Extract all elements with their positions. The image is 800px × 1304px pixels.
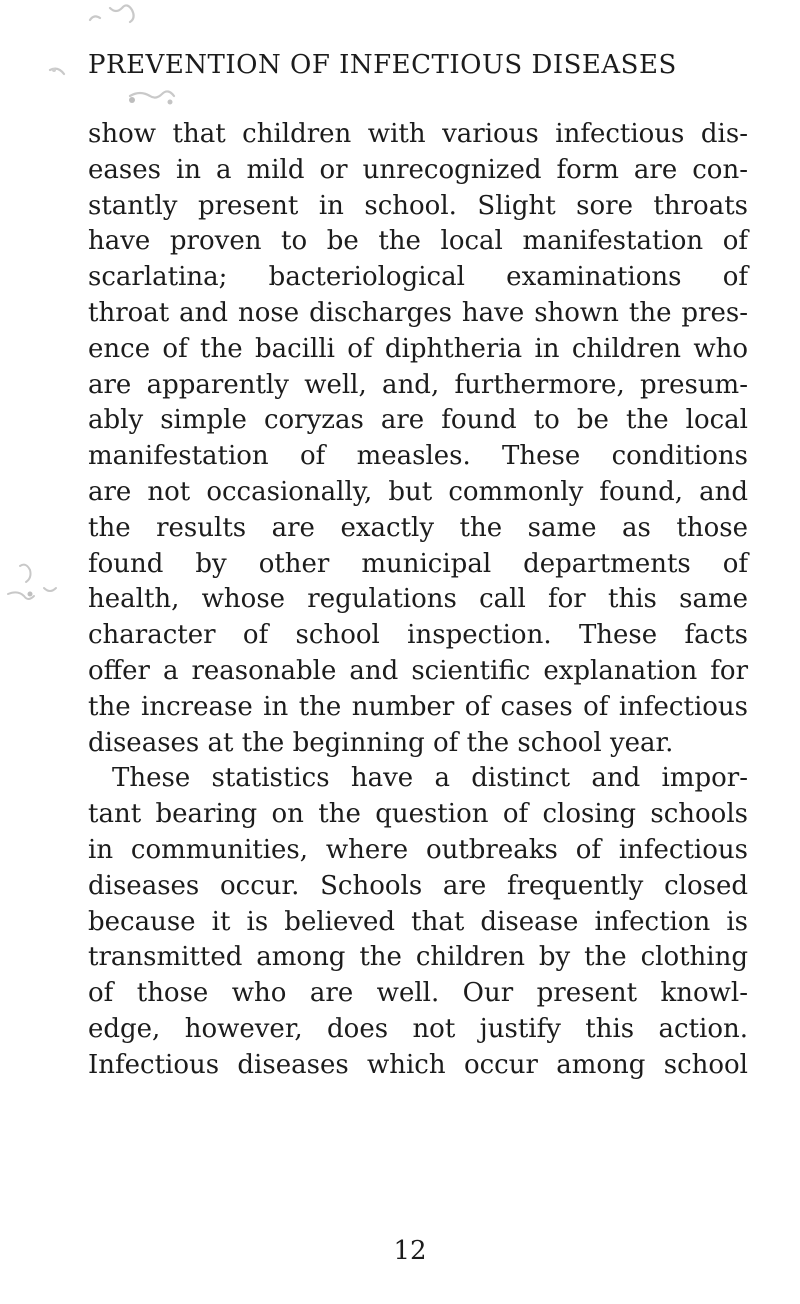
- body-text: [88, 117, 748, 1084]
- text-line: found by other municipal departments of: [88, 548, 748, 579]
- text-line: offer a reasonable and scientific explanation for: [88, 655, 748, 686]
- text-line: scarlatina; bacteriological examinations of: [88, 262, 748, 293]
- text-line: have proven to be the local manifestation of: [88, 226, 748, 257]
- text-line: diseases at the beginning of the school year.: [88, 727, 674, 758]
- text-line: ably simple coryzas are found to be the local: [88, 405, 748, 436]
- text-line: These statistics have a distinct and impor-: [112, 763, 748, 794]
- text-line: show that children with various infectious dis-: [88, 119, 748, 149]
- text-line: are apparently well, and, furthermore, presum-: [88, 369, 748, 400]
- text-line: tant bearing on the question of closing schools: [88, 799, 748, 830]
- ink-stain-left-margin: [0, 560, 90, 620]
- text-line: character of school inspection. These facts: [88, 620, 748, 651]
- text-line: manifestation of measles. These conditions: [88, 441, 748, 472]
- text-line: because it is believed that disease infection is: [88, 906, 748, 937]
- text-line: in communities, where outbreaks of infectious: [88, 834, 748, 865]
- text-line: of those who are well. Our present knowl-: [88, 978, 748, 1009]
- text-line: Infectious diseases which occur among school: [88, 1049, 748, 1080]
- text-line: throat and nose discharges have shown the pres-: [88, 297, 748, 328]
- text-line: edge, however, does not justify this action.: [88, 1013, 748, 1044]
- text-line: ence of the bacilli of diphtheria in children who: [88, 333, 748, 364]
- running-head: PREVENTION OF INFECTIOUS DISEASES: [88, 50, 677, 80]
- text-line: stantly present in school. Slight sore throats: [88, 190, 748, 221]
- text-line: health, whose regulations call for this same: [88, 584, 748, 615]
- text-line: transmitted among the children by the clothing: [88, 942, 748, 973]
- page-number: 12: [393, 1236, 427, 1266]
- text-line: are not occasionally, but commonly found, and: [88, 476, 748, 507]
- text-line: diseases occur. Schools are frequently closed: [88, 870, 748, 901]
- text-line: the results are exactly the same as those: [88, 512, 748, 543]
- text-line: eases in a mild or unrecognized form are con-: [88, 154, 748, 185]
- text-line: the increase in the number of cases of infectious: [88, 691, 748, 722]
